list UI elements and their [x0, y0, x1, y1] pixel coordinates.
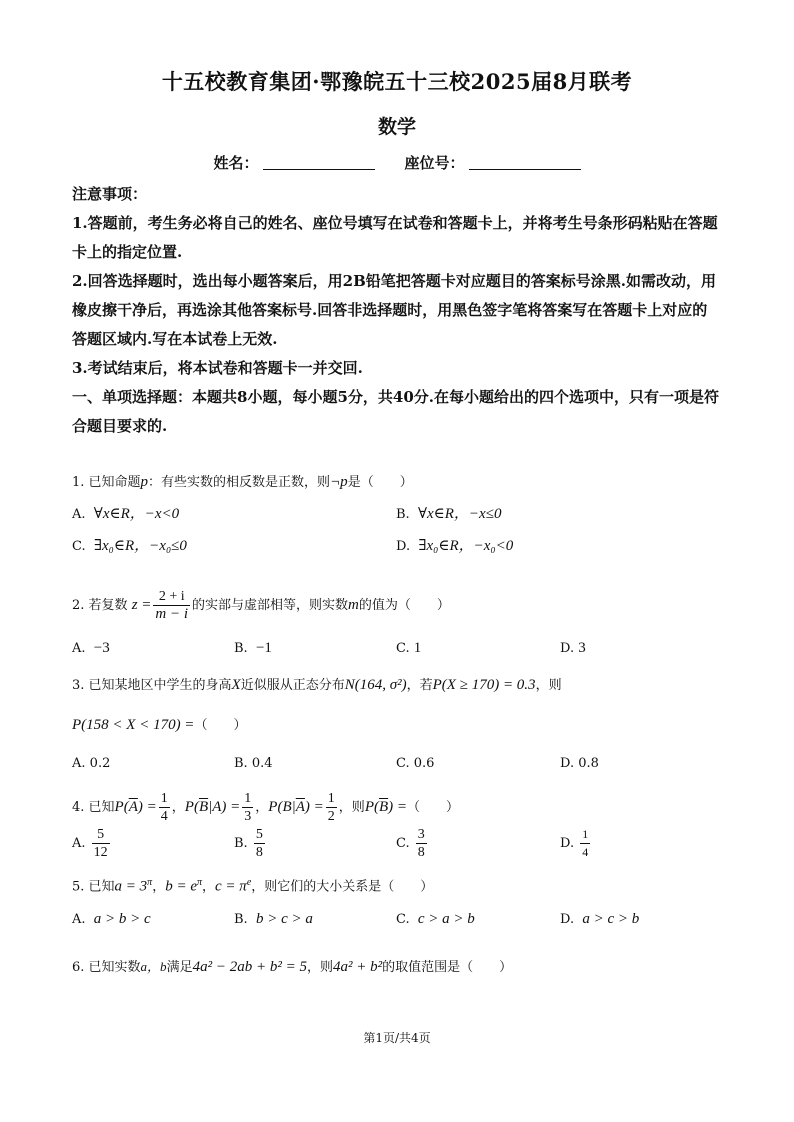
q3-text-a: 3. 已知某地区中学生的身高 [72, 678, 232, 693]
q2-fraction [153, 588, 190, 623]
q3-text-b: 近似服从正态分布 [240, 678, 345, 693]
q5-option-d-text: a > c > b [582, 911, 640, 927]
q4-prob-4-b: $\overline{B}$ [378, 799, 389, 815]
q1-var-p: p [140, 474, 149, 490]
q4-option-a-frac [92, 826, 110, 861]
q3-option-a-label: A. [72, 756, 86, 771]
q2-option-d-text: 3 [578, 640, 586, 656]
q3-option-b [234, 754, 273, 774]
q2-option-a-label: A. [72, 641, 86, 656]
q4-option-a-den: 12 [93, 845, 108, 860]
q6-vars: a，b [140, 959, 167, 974]
q3-option-a-text: 0.2 [89, 756, 111, 771]
exam-title: 十五校教育集团·鄂豫皖五十三校2025届8月联考 [161, 69, 633, 94]
q4-frac-3-den: 2 [327, 809, 335, 824]
q4-option-c-den: 8 [417, 845, 425, 860]
q3-option-d [560, 754, 599, 774]
q4-prob-2-a: P( [184, 799, 199, 815]
q3-text-c: ，若 [406, 678, 433, 693]
q5-c-exp: e [246, 877, 252, 888]
q4-prob-1 [115, 799, 157, 815]
page-footer: 第1页/共4页 [363, 1031, 431, 1045]
q1-text-b: ：有些实数的相反数是正数，则 [148, 475, 331, 490]
q4-frac-1-num: 1 [160, 791, 168, 806]
q3-option-b-label: B. [234, 756, 248, 771]
q2-var-m: m [348, 597, 359, 613]
q5-option-a-label: A. [72, 912, 86, 927]
q5-option-d-label: D. [560, 912, 575, 927]
q5-a-exp: π [147, 877, 153, 888]
q4-prob-3-c: ) = [304, 799, 324, 815]
q5-option-c [396, 909, 475, 930]
q4-text-a: 4. 已知 [72, 800, 115, 815]
q4-option-c-num: 3 [417, 827, 425, 842]
q2-option-b [234, 638, 272, 659]
q4-frac-1-den: 4 [160, 809, 168, 824]
question-5-stem [72, 873, 732, 897]
q4-option-d-num: 1 [580, 826, 590, 844]
q4-option-b-label: B. [234, 836, 248, 851]
q5-a-def: a = 3 [114, 878, 148, 895]
q6-equation: 4a² − 2ab + b² = 5 [192, 959, 307, 975]
q2-text-c: 的值为（ ） [358, 598, 450, 613]
question-3-line-2 [72, 715, 732, 736]
q2-option-d-label: D. [560, 641, 575, 656]
q4-prob-2-b: $\overline{B}$ [198, 799, 209, 815]
q1-option-b [396, 504, 501, 525]
q5-text-b: ，则它们的大小关系是（ ） [251, 879, 434, 895]
q4-text-c: （ ） [407, 800, 460, 815]
q5-option-d [560, 909, 639, 930]
q6-text-d: 的取值范围是（ ） [382, 960, 513, 975]
q4-sep-2: ， [255, 800, 269, 815]
question-6-stem [72, 957, 732, 978]
q2-option-c-label: C. [396, 641, 410, 656]
q4-prob-4-a: P( [364, 799, 379, 815]
q1-option-b-text: ∀x∈R，−x≤0 [417, 506, 502, 522]
q5-sep-1: ， [152, 879, 166, 895]
q5-option-a [72, 909, 151, 930]
q4-option-d [560, 826, 592, 861]
q4-prob-4 [365, 799, 407, 815]
q3-text-d: ，则 [535, 678, 562, 693]
q4-option-b-frac [254, 826, 265, 861]
exam-subject: 数学 [377, 116, 416, 138]
q4-prob-4-c: ) = [388, 799, 408, 815]
q5-option-b-label: B. [234, 912, 248, 927]
question-4-stem [72, 790, 732, 825]
q5-option-c-text: c > a > b [417, 911, 475, 927]
q1-option-c [72, 536, 187, 557]
q2-option-c [396, 638, 421, 659]
q4-option-b [234, 826, 267, 861]
q1-option-a-label: A. [72, 507, 86, 522]
q5-c-def: c = π [215, 878, 247, 895]
q2-frac-num: 2 + i [153, 588, 190, 606]
q4-option-d-label: D. [560, 836, 575, 851]
q4-option-d-frac [580, 826, 590, 861]
notes-item-3: 3.考试结束后，将本试卷和答题卡一并交回. [72, 359, 363, 377]
q1-option-a-text: ∀x∈R，−x<0 [93, 506, 180, 522]
q2-frac-den: m − i [155, 606, 189, 622]
q4-prob-3-a: P(B| [268, 799, 296, 815]
q3-option-c [396, 754, 434, 774]
notes-item-1: 1.答题前，考生务必将自己的姓名、座位号填写在试卷和答题卡上，并将考生号条形码粘贴在答题卡上的指定位置. [72, 214, 718, 261]
q5-text-a: 5. 已知 [72, 879, 115, 895]
q2-option-a-text: −3 [93, 640, 110, 656]
q3-condition: P(X ≥ 170) = 0.3 [432, 677, 536, 693]
q2-z: z = [131, 597, 152, 613]
q1-option-c-text: ∃x₀∈R，−x₀≤0 [93, 538, 187, 554]
q1-option-b-label: B. [396, 507, 410, 522]
q5-option-a-text: a > b > c [93, 911, 151, 927]
q1-option-d [396, 536, 513, 557]
q4-text-b: ，则 [338, 800, 365, 815]
q4-sep-1: ， [171, 800, 185, 815]
section-1-heading: 一、单项选择题：本题共8小题，每小题5分，共40分.在每小题给出的四个选项中，只有一项是符合题目要求的. [72, 388, 719, 435]
q3-distribution: N(164, σ²) [344, 677, 407, 693]
q4-prob-1-b: $\overline{A}$ [128, 799, 138, 815]
q6-text-a: 6. 已知实数 [72, 960, 141, 975]
q2-option-d [560, 638, 586, 659]
name-blank [263, 155, 375, 170]
q4-option-c [396, 826, 429, 861]
q4-option-b-num: 5 [255, 827, 263, 842]
q5-option-b [234, 909, 313, 930]
q4-prob-1-a: P( [114, 799, 129, 815]
q1-neg-p: ¬p [330, 474, 348, 490]
q4-frac-3 [326, 790, 337, 825]
q3-var-x: X [231, 677, 241, 693]
q3-option-c-text: 0.6 [413, 756, 435, 771]
q4-frac-1 [159, 790, 170, 825]
seat-blank [469, 155, 581, 170]
q2-option-c-text: 1 [413, 640, 422, 656]
q2-text-a: 2. 若复数 [72, 598, 128, 613]
q5-sep-2: ， [202, 879, 216, 895]
q2-option-b-label: B. [234, 641, 248, 656]
q4-option-c-frac [416, 826, 427, 861]
q2-option-b-text: −1 [255, 640, 272, 656]
q4-frac-2-den: 3 [244, 809, 252, 824]
question-2-stem [72, 588, 732, 623]
name-label: 姓名： [213, 154, 259, 172]
q5-option-c-label: C. [396, 912, 410, 927]
q1-option-c-label: C. [72, 539, 86, 554]
q4-prob-3 [268, 799, 324, 815]
q3-probability-expr: P(158 < X < 170) = [72, 717, 195, 733]
q1-option-a [72, 504, 179, 525]
q1-option-d-label: D. [396, 539, 411, 554]
q3-paren: （ ） [194, 718, 247, 733]
q4-option-a [72, 826, 112, 861]
q4-option-d-den: 4 [582, 845, 589, 859]
q4-option-b-den: 8 [255, 845, 263, 860]
seat-label: 座位号： [404, 154, 465, 172]
q1-text-a: 1. 已知命题 [72, 475, 141, 490]
notes-heading: 注意事项： [72, 185, 148, 203]
q5-option-b-text: b > c > a [255, 911, 313, 927]
q2-option-a [72, 638, 110, 659]
q2-text-b: 的实部与虚部相等，则实数 [192, 598, 349, 613]
q5-b-exp: π [196, 877, 202, 888]
q1-text-c: 是（ ） [347, 475, 413, 490]
q4-prob-2 [185, 799, 241, 815]
q3-option-a [72, 754, 110, 774]
question-3-stem [72, 675, 732, 696]
notes-block [72, 180, 722, 441]
q5-b-def: b = e [165, 878, 197, 895]
q4-option-a-num: 5 [92, 826, 110, 844]
q6-text-c: ，则 [306, 960, 333, 975]
q4-option-c-label: C. [396, 836, 410, 851]
q4-frac-2-num: 1 [244, 791, 252, 806]
q4-prob-2-c: |A) = [208, 799, 241, 815]
q6-text-b: 满足 [166, 960, 193, 975]
q6-expression: 4a² + b² [332, 959, 383, 975]
q4-frac-3-num: 1 [327, 791, 335, 806]
q3-option-d-text: 0.8 [578, 756, 599, 771]
q3-option-b-text: 0.4 [251, 756, 273, 771]
notes-item-2: 2.回答选择题时，选出每小题答案后，用2B铅笔把答题卡对应题目的答案标号涂黑.如需改动，用橡皮擦干净后，再选涂其他答案标号.回答非选择题时，用黑色签字笔将答案写在答题卡上对应的答题区域内.写在本试卷上无效. [72, 272, 717, 348]
q1-option-d-text: ∃x₀∈R，−x₀<0 [418, 538, 514, 554]
q3-option-c-label: C. [396, 756, 410, 771]
q4-prob-3-b: $\overline{A}$ [295, 799, 305, 815]
q4-prob-1-c: ) = [137, 799, 157, 815]
q4-frac-2 [242, 790, 253, 825]
q4-option-a-label: A. [72, 836, 86, 851]
student-info-line [0, 152, 794, 173]
question-1-stem [72, 472, 732, 493]
q3-option-d-label: D. [560, 756, 575, 771]
